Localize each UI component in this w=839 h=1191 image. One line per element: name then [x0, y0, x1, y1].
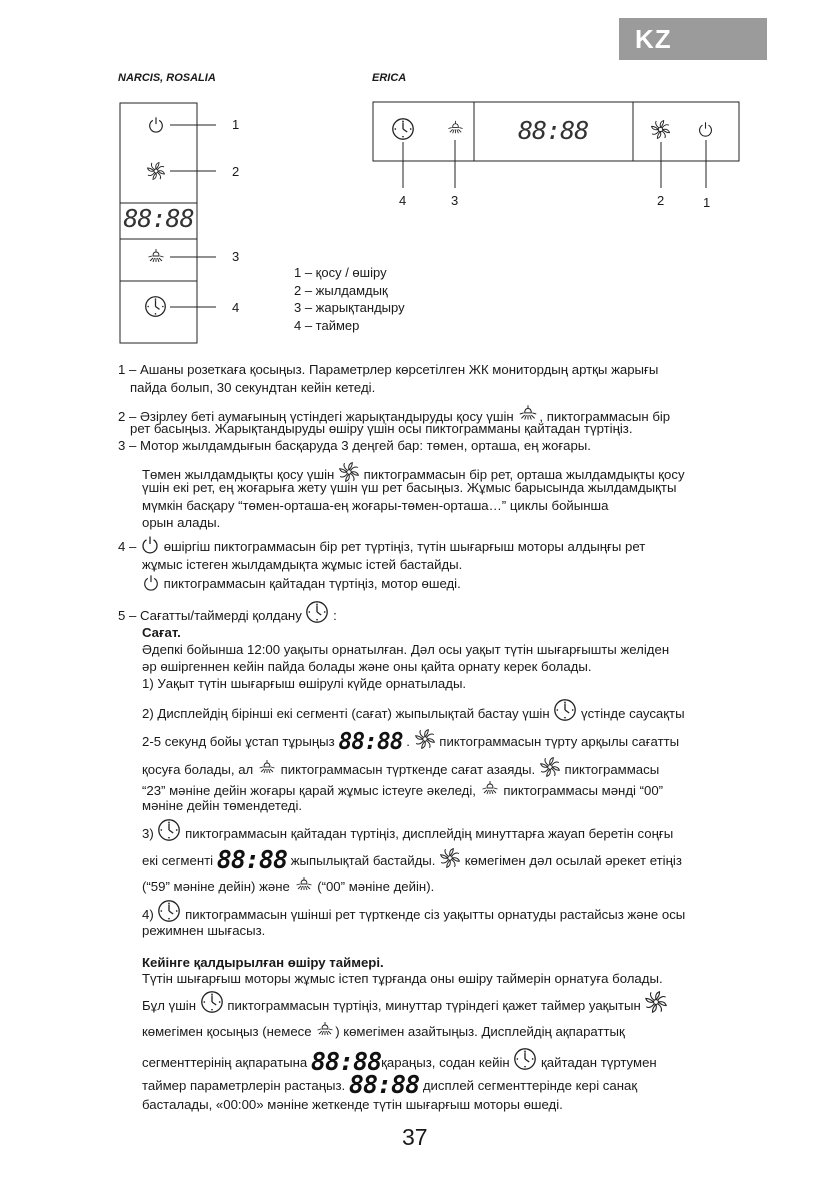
para-4-line-3: пиктограммасын қайтадан түртіңіз, мотор өшеді.	[142, 574, 461, 592]
timer-line-3: көмегімен қосыңыз (немесе ) көмегімен азайтыңыз. Дисплейдің ақпараттық	[142, 1020, 625, 1040]
power-icon	[700, 122, 712, 136]
light-icon	[448, 121, 462, 133]
para-1-line-1: 1 – Ашаны розеткаға қосыңыз. Параметрлер көрсетілген ЖК монитордың артқы жарығы	[118, 362, 659, 377]
right-callout-4: 4	[399, 193, 407, 208]
clock-line-7: “23” мәніне дейін жоғары қарай жұмыс істеуге әкеледі, пиктограммасы мәнді “00”	[142, 779, 663, 799]
clock-line-6: қосуға болады, ал пиктограммасын түрткенде сағат азаяды. пиктограммасы	[142, 756, 659, 778]
clock-line-8: мәніне дейін төмендетеді.	[142, 798, 303, 813]
clock-line-2: әр өшіргеннен кейін пайда болады және оны қайта орнату керек болады.	[142, 659, 592, 674]
right-callout-3: 3	[451, 193, 459, 208]
fan-speed-icon	[148, 163, 165, 180]
para-4-line-1: 4 – өшіргіш пиктограммасын бір рет түртіңіз, түтін шығарғыш моторы алдыңғы рет	[118, 535, 645, 555]
clock-line-11: (“59” мәніне дейін) және (“00” мәніне дейін).	[142, 875, 434, 895]
left-callout-1: 1	[232, 117, 240, 132]
power-icon	[140, 535, 160, 555]
light-icon	[257, 758, 277, 778]
light-icon	[480, 779, 500, 799]
clock-section-title: Сағат.	[142, 625, 181, 640]
para-5-line-1: 5 – Сағатты/таймерді қолдану :	[118, 600, 337, 624]
page-number: 37	[402, 1124, 428, 1150]
display-digits: 88:88	[348, 1070, 420, 1099]
para-3-line-1: 3 – Мотор жылдамдығын басқаруда 3 деңгей бар: төмен, орташа, ең жоғары.	[118, 438, 591, 453]
clock-icon	[513, 1047, 537, 1071]
clock-icon	[305, 600, 329, 624]
timer-line-1: Түтін шығарғыш моторы жұмыс істеп тұрғанда оны өшіру таймерін орнатуға болады.	[142, 971, 663, 986]
left-callout-4: 4	[232, 300, 240, 315]
fan-speed-icon	[652, 121, 670, 139]
clock-line-9: 3) пиктограммасын қайтадан түртіңіз, дисплейдің минуттарға жауап беретін соңғы	[142, 818, 673, 842]
light-icon	[149, 249, 164, 262]
clock-icon	[157, 899, 181, 923]
legend-item: 2 – жылдамдық	[294, 282, 388, 298]
model-label-right: ERICA	[372, 72, 407, 84]
clock-line-12: 4) пиктограммасын үшінші рет түрткенде сіз уақытты орнатуды растайсыз және осы	[142, 899, 685, 923]
fan-speed-icon	[439, 847, 461, 869]
para-2-line-1: 2 – Әзірлеу беті аумағының үстіндегі жарықтандыруды қосу үшін , пиктограммасын бір	[118, 403, 670, 425]
clock-icon	[200, 990, 224, 1014]
timer-line-6: басталады, «00:00» мәніне жеткенде түтін шығарғыш моторы өшеді.	[142, 1097, 563, 1112]
legend-item: 4 – таймер	[294, 317, 360, 333]
display-digits: 88:88	[338, 729, 403, 755]
para-3-line-5: орын алады.	[142, 515, 221, 530]
left-callout-2: 2	[232, 164, 240, 179]
clock-icon	[157, 818, 181, 842]
clock-line-4: 2) Дисплейдің бірінші екі сегменті (сағат) жыпылықтай бастау үшін үстінде саусақты	[142, 698, 685, 722]
light-icon	[294, 875, 314, 895]
display-digits: 88:88	[310, 1047, 382, 1076]
para-4-line-2: жұмыс істеген жылдамдықта жұмыс істей бастайды.	[142, 557, 463, 572]
timer-line-5: таймер параметрлерін растаңыз. 88:88 дисплей сегменттерінде кері санақ	[142, 1070, 638, 1099]
light-icon	[315, 1020, 335, 1040]
clock-icon	[553, 698, 577, 722]
erica-panel-diagram	[372, 100, 742, 200]
para-2-line-2: рет басыңыз. Жарықтандыруды өшіру үшін осы пиктограмманы қайтадан түртіңіз.	[130, 421, 633, 436]
para-1-line-2: пайда болып, 30 секундтан кейін кетеді.	[130, 380, 376, 395]
fan-speed-icon	[644, 990, 668, 1014]
legend	[294, 264, 405, 334]
legend-item: 1 – қосу / өшіру	[294, 265, 387, 280]
timer-line-2: Бұл үшін пиктограммасын түртіңіз, минуттар түріндегі қажет таймер уақытын	[142, 990, 668, 1014]
clock-line-5: 2-5 секунд бойы ұстап тұрыңыз 88:88 . пиктограммасын түрту арқылы сағатты	[142, 729, 680, 755]
para-3-line-2: Төмен жылдамдықты қосу үшін пиктограммасын бір рет, орташа жылдамдықты қосу	[142, 461, 685, 483]
timer-section-title: Кейінге қалдырылған өшіру таймері.	[142, 955, 384, 970]
right-callout-2: 2	[657, 193, 665, 208]
para-3-line-3: үшін екі рет, ең жоғарыға жету үшін үш рет басыңыз. Жұмыс барысында жылдамдықты	[142, 480, 677, 495]
right-panel-display: 88:88	[518, 116, 589, 145]
clock-line-10: екі сегменті 88:88 жыпылықтай бастайды. көмегімен дәл осылай әрекет етіңіз	[142, 845, 682, 874]
clock-line-3: 1) Уақыт түтін шығарғыш өшірулі күйде орнатылады.	[142, 676, 467, 691]
left-panel-display: 88:88	[123, 204, 194, 233]
right-callout-1: 1	[703, 195, 711, 210]
timer-line-4: сегменттерінің ақпаратына 88:88қараңыз, содан кейін қайтадан түртумен	[142, 1047, 657, 1076]
language-label: KZ	[635, 24, 672, 54]
clock-line-13: режимнен шығасыз.	[142, 923, 266, 938]
power-icon	[142, 574, 160, 592]
language-tab	[619, 18, 767, 60]
clock-icon	[146, 297, 166, 317]
left-callout-3: 3	[232, 249, 240, 264]
clock-icon	[393, 119, 413, 139]
display-digits: 88:88	[216, 845, 288, 874]
fan-speed-icon	[539, 756, 561, 778]
legend-item: 3 – жарықтандыру	[294, 300, 405, 315]
fan-speed-icon	[414, 728, 436, 750]
clock-line-1: Әдепкі бойынша 12:00 уақыты орнатылған. Дәл осы уақыт түтін шығарғышты желіден	[142, 642, 670, 657]
model-label-left: NARCIS, ROSALIA	[118, 72, 216, 84]
para-3-line-4: мүмкін басқару “төмен-орташа-ең жоғары-төмен-орташа…” циклы бойынша	[142, 498, 609, 513]
power-icon	[150, 117, 163, 132]
